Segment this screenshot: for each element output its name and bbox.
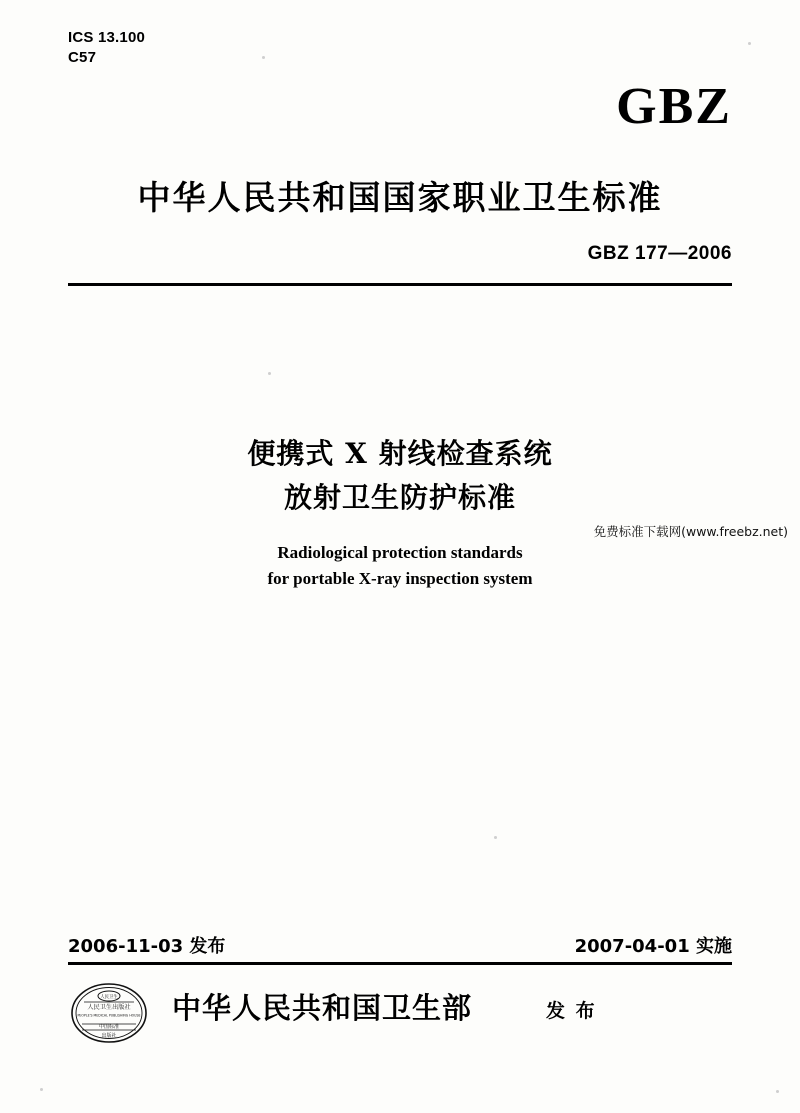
publisher-row xyxy=(68,980,732,1046)
scan-speckle xyxy=(748,42,751,45)
svg-text:中国标准: 中国标准 xyxy=(98,1024,120,1030)
effective-date: 2007-04-01 实施 xyxy=(574,936,732,957)
svg-text:PEOPLE'S MEDICAL PUBLISHING HO: PEOPLE'S MEDICAL PUBLISHING HOUSE xyxy=(77,1013,141,1018)
gbz-logo: GBZ xyxy=(616,78,732,135)
scan-speckle xyxy=(494,836,497,839)
document-title-en xyxy=(0,540,800,592)
document-title-cn-line1: 便携式 X 射线检查系统 xyxy=(247,437,553,470)
scan-speckle xyxy=(268,372,271,375)
ministry-emblem-icon xyxy=(70,982,148,1044)
document-title-en-line1: Radiological protection standards xyxy=(277,543,523,562)
svg-text:人民卫生出版社: 人民卫生出版社 xyxy=(87,1004,131,1011)
svg-text:出版社: 出版社 xyxy=(101,1033,117,1039)
document-title-en-line2: for portable X-ray inspection system xyxy=(267,569,533,588)
publisher-name: 中华人民共和国卫生部 xyxy=(172,991,473,1025)
issue-date: 2006-11-03 发布 xyxy=(68,936,226,957)
header-divider xyxy=(68,283,732,286)
document-title-cn xyxy=(0,432,800,520)
dates-row xyxy=(68,932,732,958)
ics-class: C57 xyxy=(68,49,97,66)
publisher-action: 发 布 xyxy=(546,1000,597,1022)
scan-speckle xyxy=(776,1090,779,1093)
standard-number: GBZ 177—2006 xyxy=(587,243,732,264)
standard-series-name: 中华人民共和国国家职业卫生标准 xyxy=(137,178,663,217)
download-site-note: 免费标准下载网(www.freebz.net) xyxy=(593,524,788,539)
footer-divider xyxy=(68,962,732,965)
scan-speckle xyxy=(262,56,265,59)
scan-speckle xyxy=(40,1088,43,1091)
document-title-cn-line2: 放射卫生防护标准 xyxy=(283,481,516,514)
ics-classification-block xyxy=(68,28,145,68)
svg-text:人民卫生: 人民卫生 xyxy=(100,995,118,1000)
ics-code: ICS 13.100 xyxy=(68,29,146,46)
